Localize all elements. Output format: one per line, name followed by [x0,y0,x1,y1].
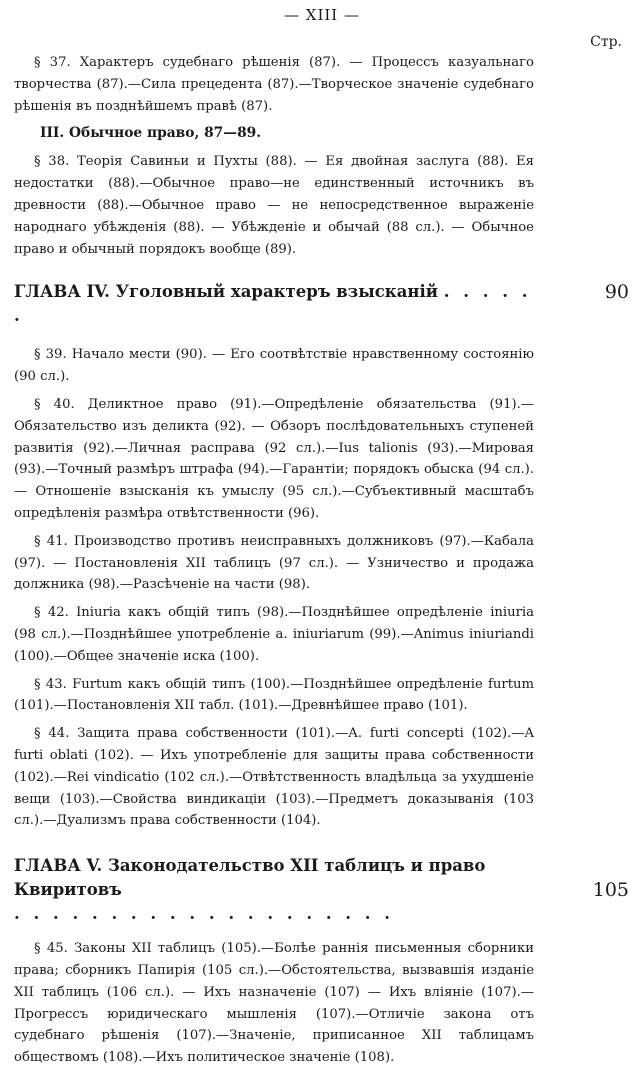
chapter-4-heading [14,280,629,328]
page-column-label: Стр. [590,34,622,50]
section-41: § 41. Производство противъ неисправныхъ должниковъ (97).—Кабала (97). — Постановленія XII таблицъ (97 сл.). — Узничество и продажа должника (98).—Разсѣченіе на части (98). [14,533,534,593]
section-42: § 42. Iniuria какъ общій типъ (98).—Позднѣйшее опредѣленіе iniuria (98 сл.).—Позднѣйшее употребленіе а. iniuriarum (99).—Animus iniuriandi (100).—Общее значеніе иска (100). [14,605,534,664]
chapter-5-heading [14,854,629,926]
chapter-4-page: 90 [604,281,629,304]
section-43: § 43. Furtum какъ общій типъ (100).—Позднѣйшее опредѣленіе furtum (101).—Постановленія XII табл. (101).—Древнѣйшее право (101). [14,676,534,714]
chapter-5-leader-dots: . . . . . . . . . . . . . . . . . . . . [14,904,395,924]
section-37: § 37. Характеръ судебнаго рѣшенія (87). — Процессъ казуальнаго творчества (87).—Сила прецедента (87).—Творческое значеніе судебнаго рѣшенія въ позднѣйшемъ правѣ (87). [14,55,534,114]
chapter-4-title: ГЛАВА IV. Уголовный характеръ взысканій [14,282,438,302]
chapter-5-page: 105 [592,879,629,902]
section-39: § 39. Начало мести (90). — Его соотвѣтствіе нравственному состоянію (90 сл.). [14,347,534,385]
chapter-5-title: ГЛАВА V. Законодательство XII таблицъ и право Квиритовъ [14,856,486,900]
table-of-contents [14,52,629,1075]
section-45: § 45. Законы XII таблицъ (105).—Болѣе раннія письменныя сборники права; сборникъ Папирія (105 сл.).—Обстоятельства, вызвавшія изданіе XII таблицъ (106 сл.). — Ихъ назначеніе (107) — Ихъ вліяніе (107).—Прогрессъ юридическаго мышленія (107).—Отличіе закона отъ судебнаго рѣшенія (107).—Значеніе, приписанное XII таблицамъ обществомъ (108).—Ихъ политическое значеніе (108). [14,941,534,1066]
subheading-customary-law: III. Обычное право, 87—89. [40,125,262,142]
page-number-header: — XIII — [284,6,360,24]
section-44: § 44. Защита права собственности (101).—A. furti concepti (102).—A furti oblati (102). — Ихъ употребленіе для защиты права собственности (102).—Rei vindicatio (102 сл.).—Отвѣтственность владѣльца за ухудшеніе вещи (103).—Свойства виндикаціи (103).—Предметъ доказыванія (103 сл.).—Дуализмъ права собственности (104). [14,726,534,829]
chapter-4-leader-dots: . . . . . . [14,282,532,326]
section-38: § 38. Теорія Савиньи и Пухты (88). — Ея двойная заслуга (88). Ея недостатки (88).—Обычное право—не единственный источникъ въ древности (88).—Обычное право — не непосредственное выраженіе народнаго убѣжденія (88). — Убѣжденіе и обычай (88 сл.). — Обычное право и обычный порядокъ вообще (89). [14,154,534,257]
section-40: § 40. Деликтное право (91).—Опредѣленіе обязательства (91).—Обязательство изъ деликта (92). — Обзоръ послѣдовательныхъ ступеней развитія (92).—Личная расправа (92 сл.).—Ius talionis (93).—Мировая (93).—Точный размѣръ штрафа (94).—Гарантіи; порядокъ обыска (94 сл.). — Отношеніе взысканія къ умыслу (95 сл.).—Субъективный масштабъ опредѣленія размѣра отвѣтственности (96). [14,396,534,521]
